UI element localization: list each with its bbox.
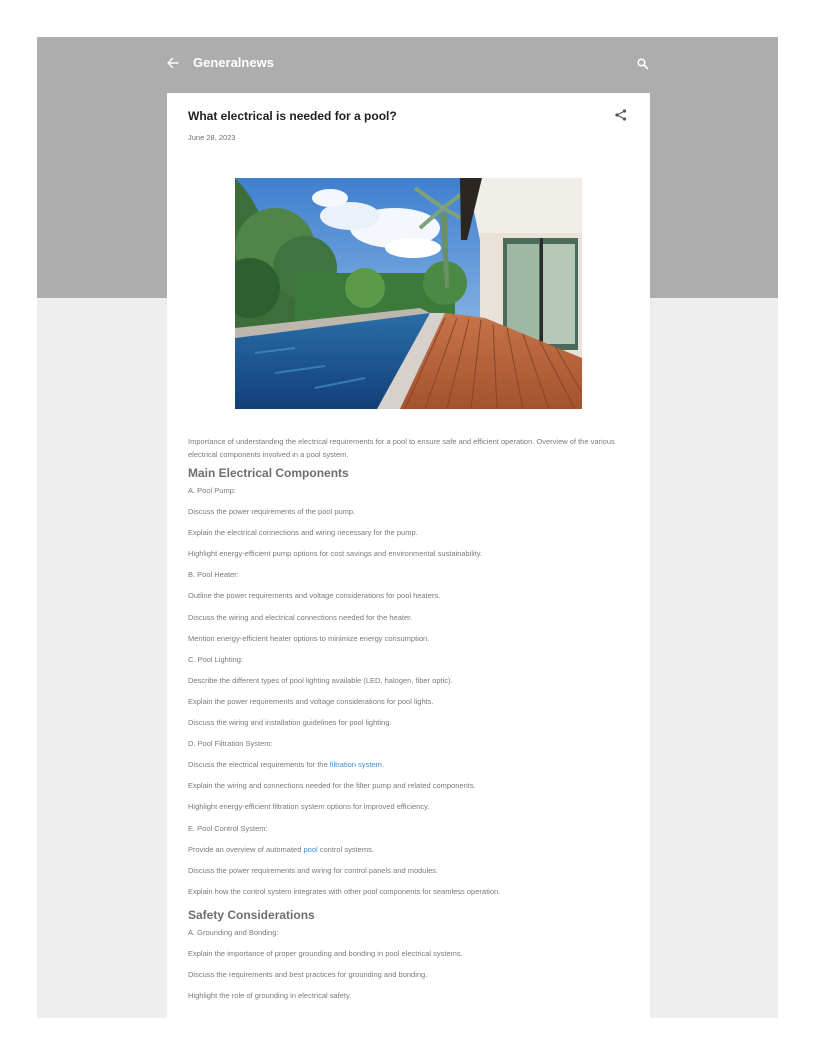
paragraph-text: control systems. xyxy=(317,844,374,854)
body-paragraph: Discuss the wiring and electrical connections needed for the heater. xyxy=(188,612,413,622)
body-paragraph: D. Pool Filtration System: xyxy=(188,739,273,749)
filtration-system-link[interactable]: filtration system xyxy=(329,760,382,770)
body-paragraph: Discuss the wiring and installation guidelines for pool lighting. xyxy=(188,718,392,728)
body-paragraph: Explain the power requirements and voltage considerations for pool lights. xyxy=(188,696,434,706)
intro-paragraph: Importance of understanding the electrical requirements for a pool to ensure safe and efficient operation. Overview of the various electrical components involved in a pool system. xyxy=(188,437,615,459)
body-paragraph: Explain the importance of proper grounding and bonding in pool electrical systems. xyxy=(188,948,463,958)
body-paragraph: Highlight the role of grounding in electrical safety. xyxy=(188,991,352,1001)
body-paragraph: Describe the different types of pool lighting available (LED, halogen, fiber optic). xyxy=(188,675,453,685)
body-paragraph: Explain the electrical connections and wiring necessary for the pump. xyxy=(188,528,418,538)
top-bar xyxy=(37,37,778,91)
body-paragraph: Explain how the control system integrates with other pool components for seamless operation. xyxy=(188,886,501,896)
body-paragraph: Explain the wiring and connections needed for the filter pump and related components. xyxy=(188,781,476,791)
body-paragraph xyxy=(188,845,632,866)
body-paragraph: Highlight energy-efficient filtration system options for improved efficiency. xyxy=(188,802,430,812)
pool-villa-photo xyxy=(235,178,582,409)
post-body xyxy=(188,435,632,1012)
page-viewport xyxy=(37,37,778,1018)
paragraph-text: . xyxy=(381,760,384,770)
section-heading: Main Electrical Components xyxy=(188,466,349,480)
body-paragraph: Discuss the power requirements and wiring for control panels and modules. xyxy=(188,865,439,875)
post-card xyxy=(167,93,650,1018)
body-paragraph: A. Grounding and Bonding: xyxy=(188,927,279,937)
body-paragraph: Discuss the requirements and best practices for grounding and bonding. xyxy=(188,970,428,980)
arrow-left-icon[interactable] xyxy=(165,54,181,72)
section-heading: Safety Considerations xyxy=(188,907,315,922)
post-title: What electrical is needed for a pool? xyxy=(188,109,397,123)
paragraph-text: Discuss the electrical requirements for the xyxy=(188,760,330,770)
body-paragraph: Mention energy-efficient heater options to minimize energy consumption. xyxy=(188,633,430,643)
body-paragraph: Outline the power requirements and voltage considerations for pool heaters. xyxy=(188,591,441,601)
body-paragraph: A. Pool Pump: xyxy=(188,486,236,495)
search-icon[interactable] xyxy=(636,57,650,71)
share-icon[interactable] xyxy=(614,108,628,122)
body-paragraph: Highlight energy-efficient pump options for cost savings and environmental sustainability. xyxy=(188,549,483,559)
paragraph-text: Provide an overview of automated xyxy=(188,844,304,854)
body-paragraph: C. Pool Lighting: xyxy=(188,654,244,664)
post-date: June 28, 2023 xyxy=(188,133,236,142)
pool-link[interactable]: pool xyxy=(303,844,318,854)
site-title[interactable]: Generalnews xyxy=(193,55,274,70)
body-paragraph xyxy=(188,760,632,781)
body-paragraph: Discuss the power requirements of the pool pump. xyxy=(188,507,356,517)
body-paragraph: E. Pool Control System: xyxy=(188,823,268,833)
body-paragraph: B. Pool Heater: xyxy=(188,570,239,580)
